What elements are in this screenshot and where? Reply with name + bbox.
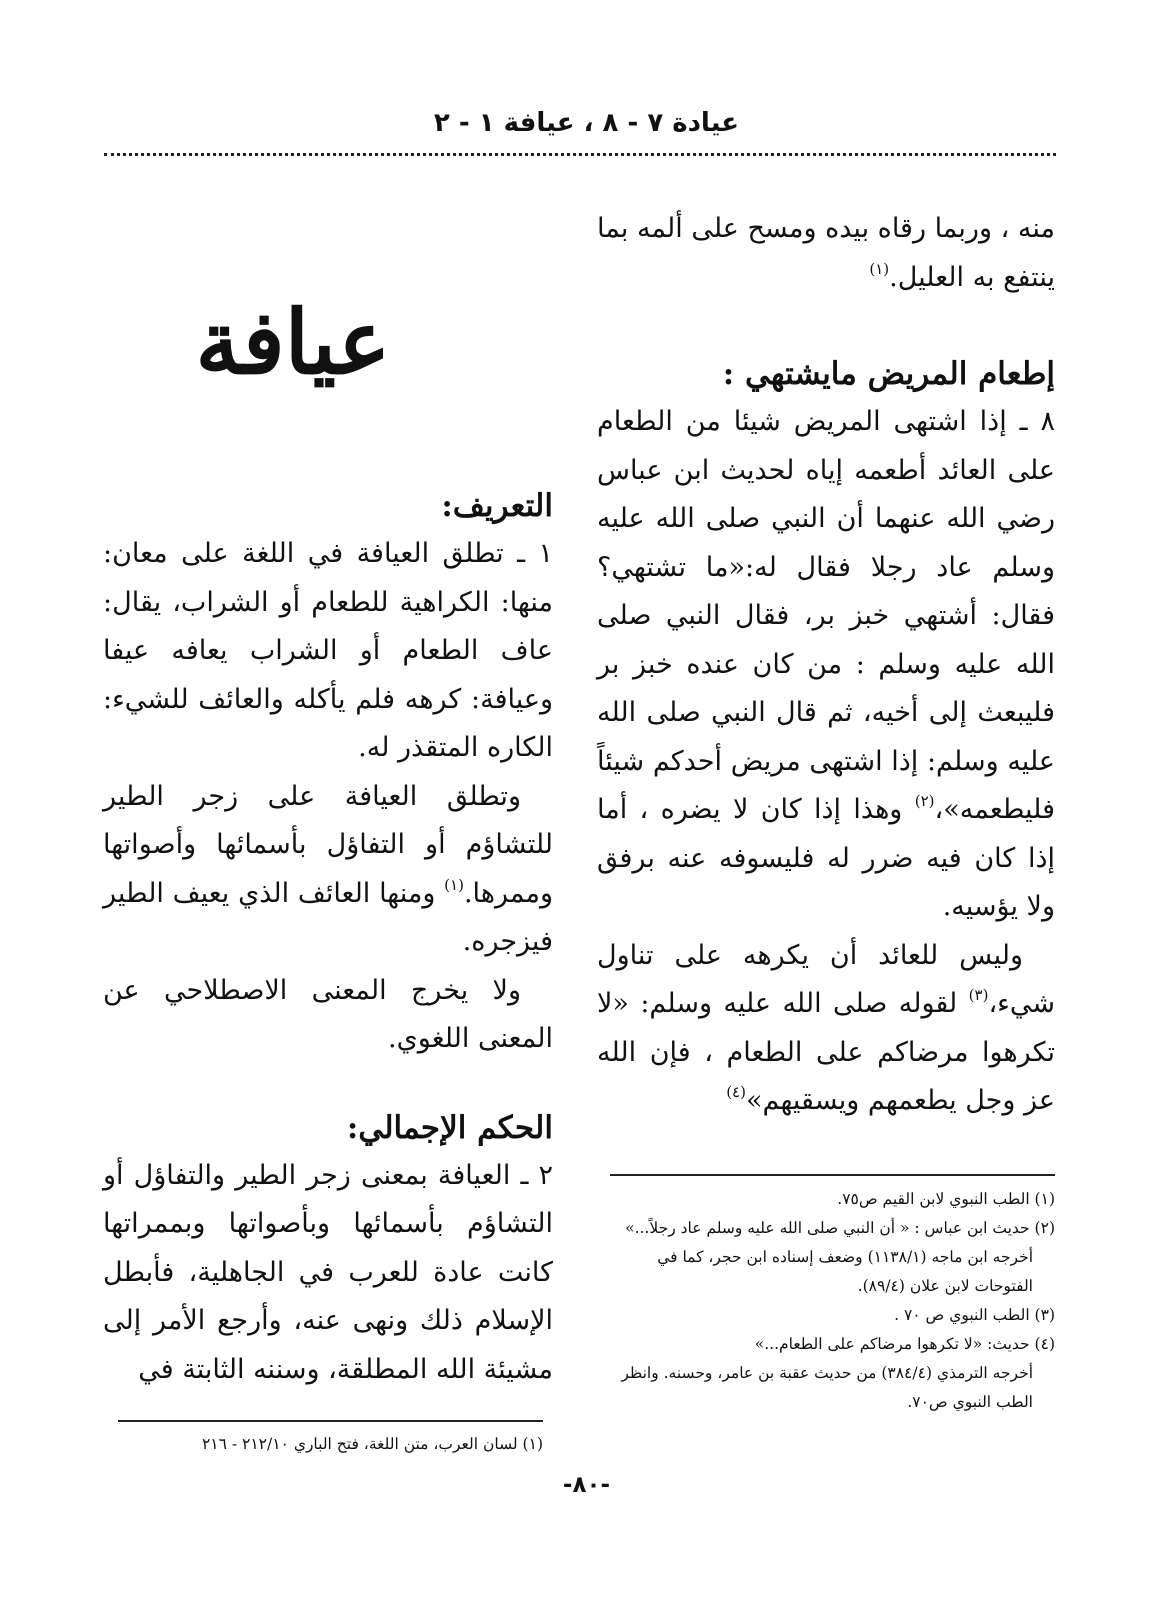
definition-heading: التعريف: (441, 488, 553, 524)
intro-text: منه ، وربما رقاه بيده ومسح على ألمه بما ينتفع به العليل. (597, 213, 1055, 293)
footnote-ref: (٣) (968, 986, 989, 1004)
paragraph-9-text: وليس للعائد أن يكرهه على تناول شيء، (597, 939, 1055, 1019)
intro-paragraph (597, 205, 1055, 302)
footnote-4: (٤) حديث: «لا تكرهوا مرضاكم على الطعام...» (754, 1335, 1055, 1353)
paragraph-2-text: وتطلق العيافة على زجر الطير للتشاؤم أو التفاؤل بأسمائها وأصواتها وممرها. (103, 780, 553, 909)
footnote-rule-right (610, 1174, 1055, 1176)
header-dotted-rule (104, 153, 1056, 156)
entry-title: عيافة (195, 290, 391, 394)
paragraph-9-text-cont: لقوله صلى الله عليه وسلم: «لا تكرهوا مرضاكم على الطعام ، فإن الله عز وجل يطعمهم ويسقيهم» (597, 988, 1055, 1116)
paragraph-1: ١ ـ تطلق العيافة في اللغة على معان: منها: الكراهية للطعام أو الشراب، يقال: عاف الطعام أو الشراب يعافه عيفا وعيافة: كرهه فلم يأكله والعائف للشيء: الكاره المتقذر له. (103, 538, 553, 763)
footnote-left-1: (١) لسان العرب، متن اللغة، فتح الباري ٢١٢/١٠ - ٢١٦ (201, 1435, 543, 1453)
left-column (103, 482, 553, 1394)
footnote-1: (١) الطب النبوي لابن القيم ص٧٥. (837, 1190, 1055, 1208)
paragraph-2 (103, 773, 553, 967)
footnote-ref: (١) (869, 259, 890, 278)
footnote-3: (٣) الطب النبوي ص ٧٠ . (894, 1306, 1055, 1324)
paragraph-8-text: ٨ ـ إذا اشتهى المريض شيئا من الطعام على العائد أطعمه إياه لحديث ابن عباس رضي الله عنهما أن النبي صلى الله عليه وسلم عاد رجلا فقال له:«ما تشتهي؟ فقال: أشتهي خبز بر، فقال النبي صلى الله عليه وسلم : من كان عنده خبز بر فليبعث إلى أخيه، ثم قال النبي صلى الله عليه وسلم: إذا اشتهى مريض أحدكم شيئاً فليطعمه»، (597, 406, 1055, 825)
footnote-2: (٢) حديث ابن عباس : « أن النبي صلى الله عليه وسلم عاد رجلاً...» (625, 1219, 1055, 1237)
paragraph-3: ولا يخرج المعنى الاصطلاحي عن المعنى اللغوي. (103, 974, 553, 1054)
footnote-4-source: أخرجه الترمذي (٣٨٤/٤) من حديث عقبة بن عامر، وحسنه. وانظر الطب النبوي ص٧٠. (621, 1364, 1033, 1411)
paragraph-8 (597, 398, 1055, 932)
paragraph-2-text-cont: ومنها العائف الذي يعيف الطير فيزجره. (103, 877, 553, 957)
footnote-2-source: أخرجه ابن ماجه (١١٣٨/١) وضعف إسناده ابن حجر، كما في الفتوحات لابن علان (٨٩/٤). (657, 1248, 1033, 1295)
footnote-rule-left (118, 1420, 543, 1422)
section-heading-feeding: إطعام المريض مايشتهي : (722, 356, 1055, 392)
right-column (597, 205, 1055, 1126)
footnotes-left (113, 1430, 543, 1459)
footnote-ref: (٢) (914, 792, 935, 810)
paragraph-9 (597, 932, 1055, 1126)
page-number: -٨٠- (562, 1472, 611, 1498)
footnote-ref: (٤) (726, 1083, 746, 1101)
footnotes-right (610, 1185, 1055, 1417)
running-head: عيادة ٧ - ٨ ، عيافة ١ - ٢ (433, 108, 740, 138)
ruling-heading: الحكم الإجمالي: (346, 1109, 553, 1146)
footnote-ref: (١) (444, 875, 464, 894)
paragraph-4: ٢ ـ العيافة بمعنى زجر الطير والتفاؤل أو التشاؤم بأسمائها وبأصواتها وبممراتها كانت عادة للعرب في الجاهلية، فأبطل الإسلام ذلك ونهى عنه، وأرجع الأمر إلى مشيئة الله المطلقة، وسننه الثابتة في (103, 1159, 553, 1385)
paragraph-8-text-cont: وهذا إذا كان لا يضره ، أما إذا كان فيه ضرر له فليسوفه عنه برفق ولا يؤسيه. (597, 794, 1055, 922)
